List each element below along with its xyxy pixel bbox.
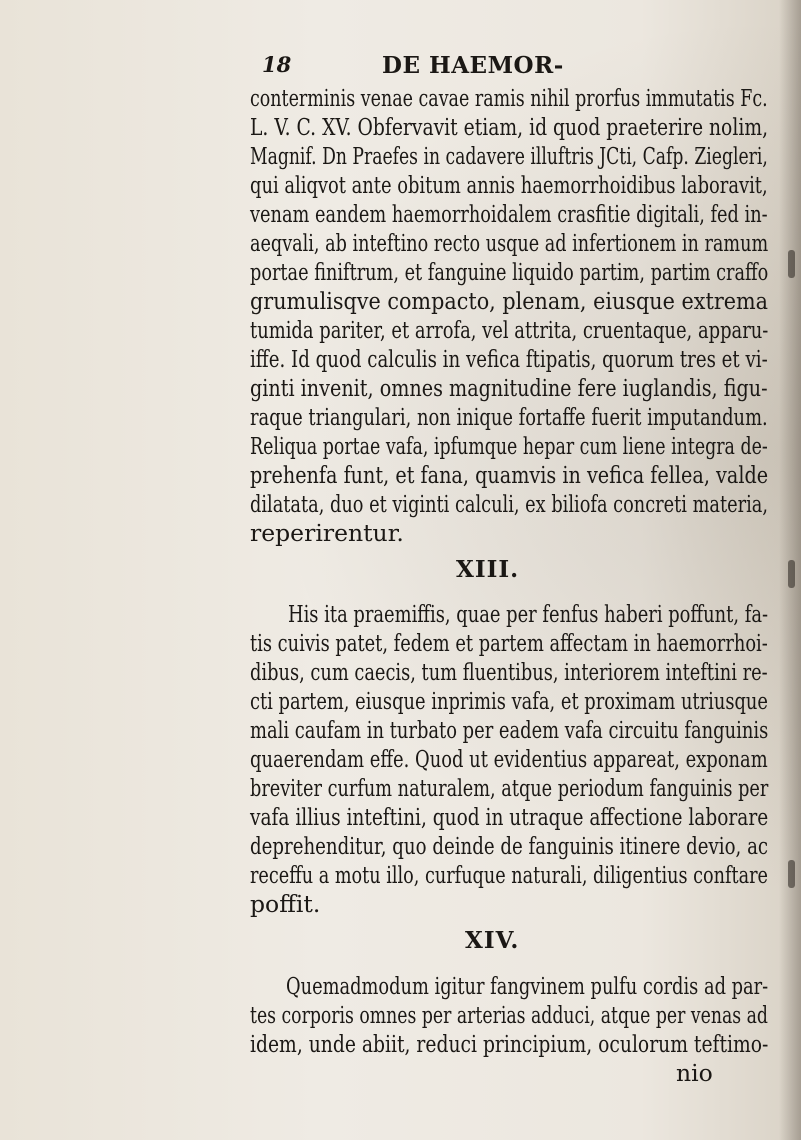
text-line: receffu a motu illo, curfuque naturali, diligentius conftare	[250, 861, 768, 889]
section-heading: XIII.	[456, 556, 520, 583]
text-line: raque triangulari, non inique fortaffe fuerit imputandum.	[250, 403, 768, 431]
text-line: breviter curfum naturalem, atque periodum fanguinis per	[250, 774, 769, 802]
section-heading: XIV.	[465, 927, 520, 954]
text-line: reperirentur.	[250, 519, 404, 547]
text-line: conterminis venae cavae ramis nihil prorfus immutatis Fc.	[250, 84, 768, 112]
text-line: quaerendam effe. Quod ut evidentius appareat, exponam	[250, 745, 768, 773]
running-head: DE HAEMOR-	[382, 52, 564, 79]
text-line: venam eandem haemorrhoidalem crasfitie digitali, fed in-	[250, 200, 768, 228]
text-line: dibus, cum caecis, tum fluentibus, interiorem inteftini re-	[250, 658, 768, 686]
text-line: tis cuivis patet, fedem et partem affectam in haemorrhoi-	[250, 629, 768, 657]
text-line: prehenfa funt, et fana, quamvis in vefica fellea, valde	[250, 461, 769, 489]
text-line: qui aliqvot ante obitum annis haemorrhoidibus laboravit,	[250, 171, 768, 199]
text-line: ginti invenit, omnes magnitudine fere iuglandis, figu-	[250, 374, 768, 402]
text-line: His ita praemiffis, quae per fenfus haberi poffunt, fa-	[288, 600, 769, 628]
text-line: Quemadmodum igitur fangvinem pulfu cordis ad par-	[286, 972, 769, 1000]
text-line: Magnif. Dn Praefes in cadavere illuftris JCti, Cafp. Ziegleri,	[250, 142, 768, 170]
text-line: idem, unde abiit, reduci principium, oculorum teftimo-	[250, 1030, 769, 1058]
text-line: aeqvali, ab inteftino recto usque ad infertionem in ramum	[250, 229, 769, 257]
text-line: L. V. C. XV. Obfervavit etiam, id quod praeterire nolim,	[250, 113, 769, 141]
text-line: cti partem, eiusque inprimis vafa, et proximam utriusque	[250, 687, 768, 715]
text-line: poffit.	[250, 890, 321, 918]
text-line: grumulisqve compacto, plenam, eiusque extrema	[250, 287, 769, 315]
text-line: portae finiftrum, et fanguine liquido partim, partim craffo	[250, 258, 769, 286]
text-line: nio	[676, 1059, 713, 1087]
text-line: iffe. Id quod calculis in vefica ftipatis, quorum tres et vi-	[250, 345, 768, 373]
text-line: Reliqua portae vafa, ipfumque hepar cum liene integra de-	[250, 432, 768, 460]
text-line: tumida pariter, et arrofa, vel attrita, cruentaque, apparu-	[250, 316, 769, 344]
text-line: tes corporis omnes per arterias adduci, atque per venas ad	[250, 1001, 768, 1029]
text-line: deprehenditur, quo deinde de fanguinis itinere devio, ac	[250, 832, 769, 860]
page-number: 18	[262, 52, 292, 77]
text-line: dilatata, duo et viginti calculi, ex biliofa concreti materia,	[250, 490, 769, 518]
text-line: vafa illius inteftini, quod in utraque affectione laborare	[250, 803, 769, 831]
text-line: mali caufam in turbato per eadem vafa circuitu fanguinis	[250, 716, 769, 744]
